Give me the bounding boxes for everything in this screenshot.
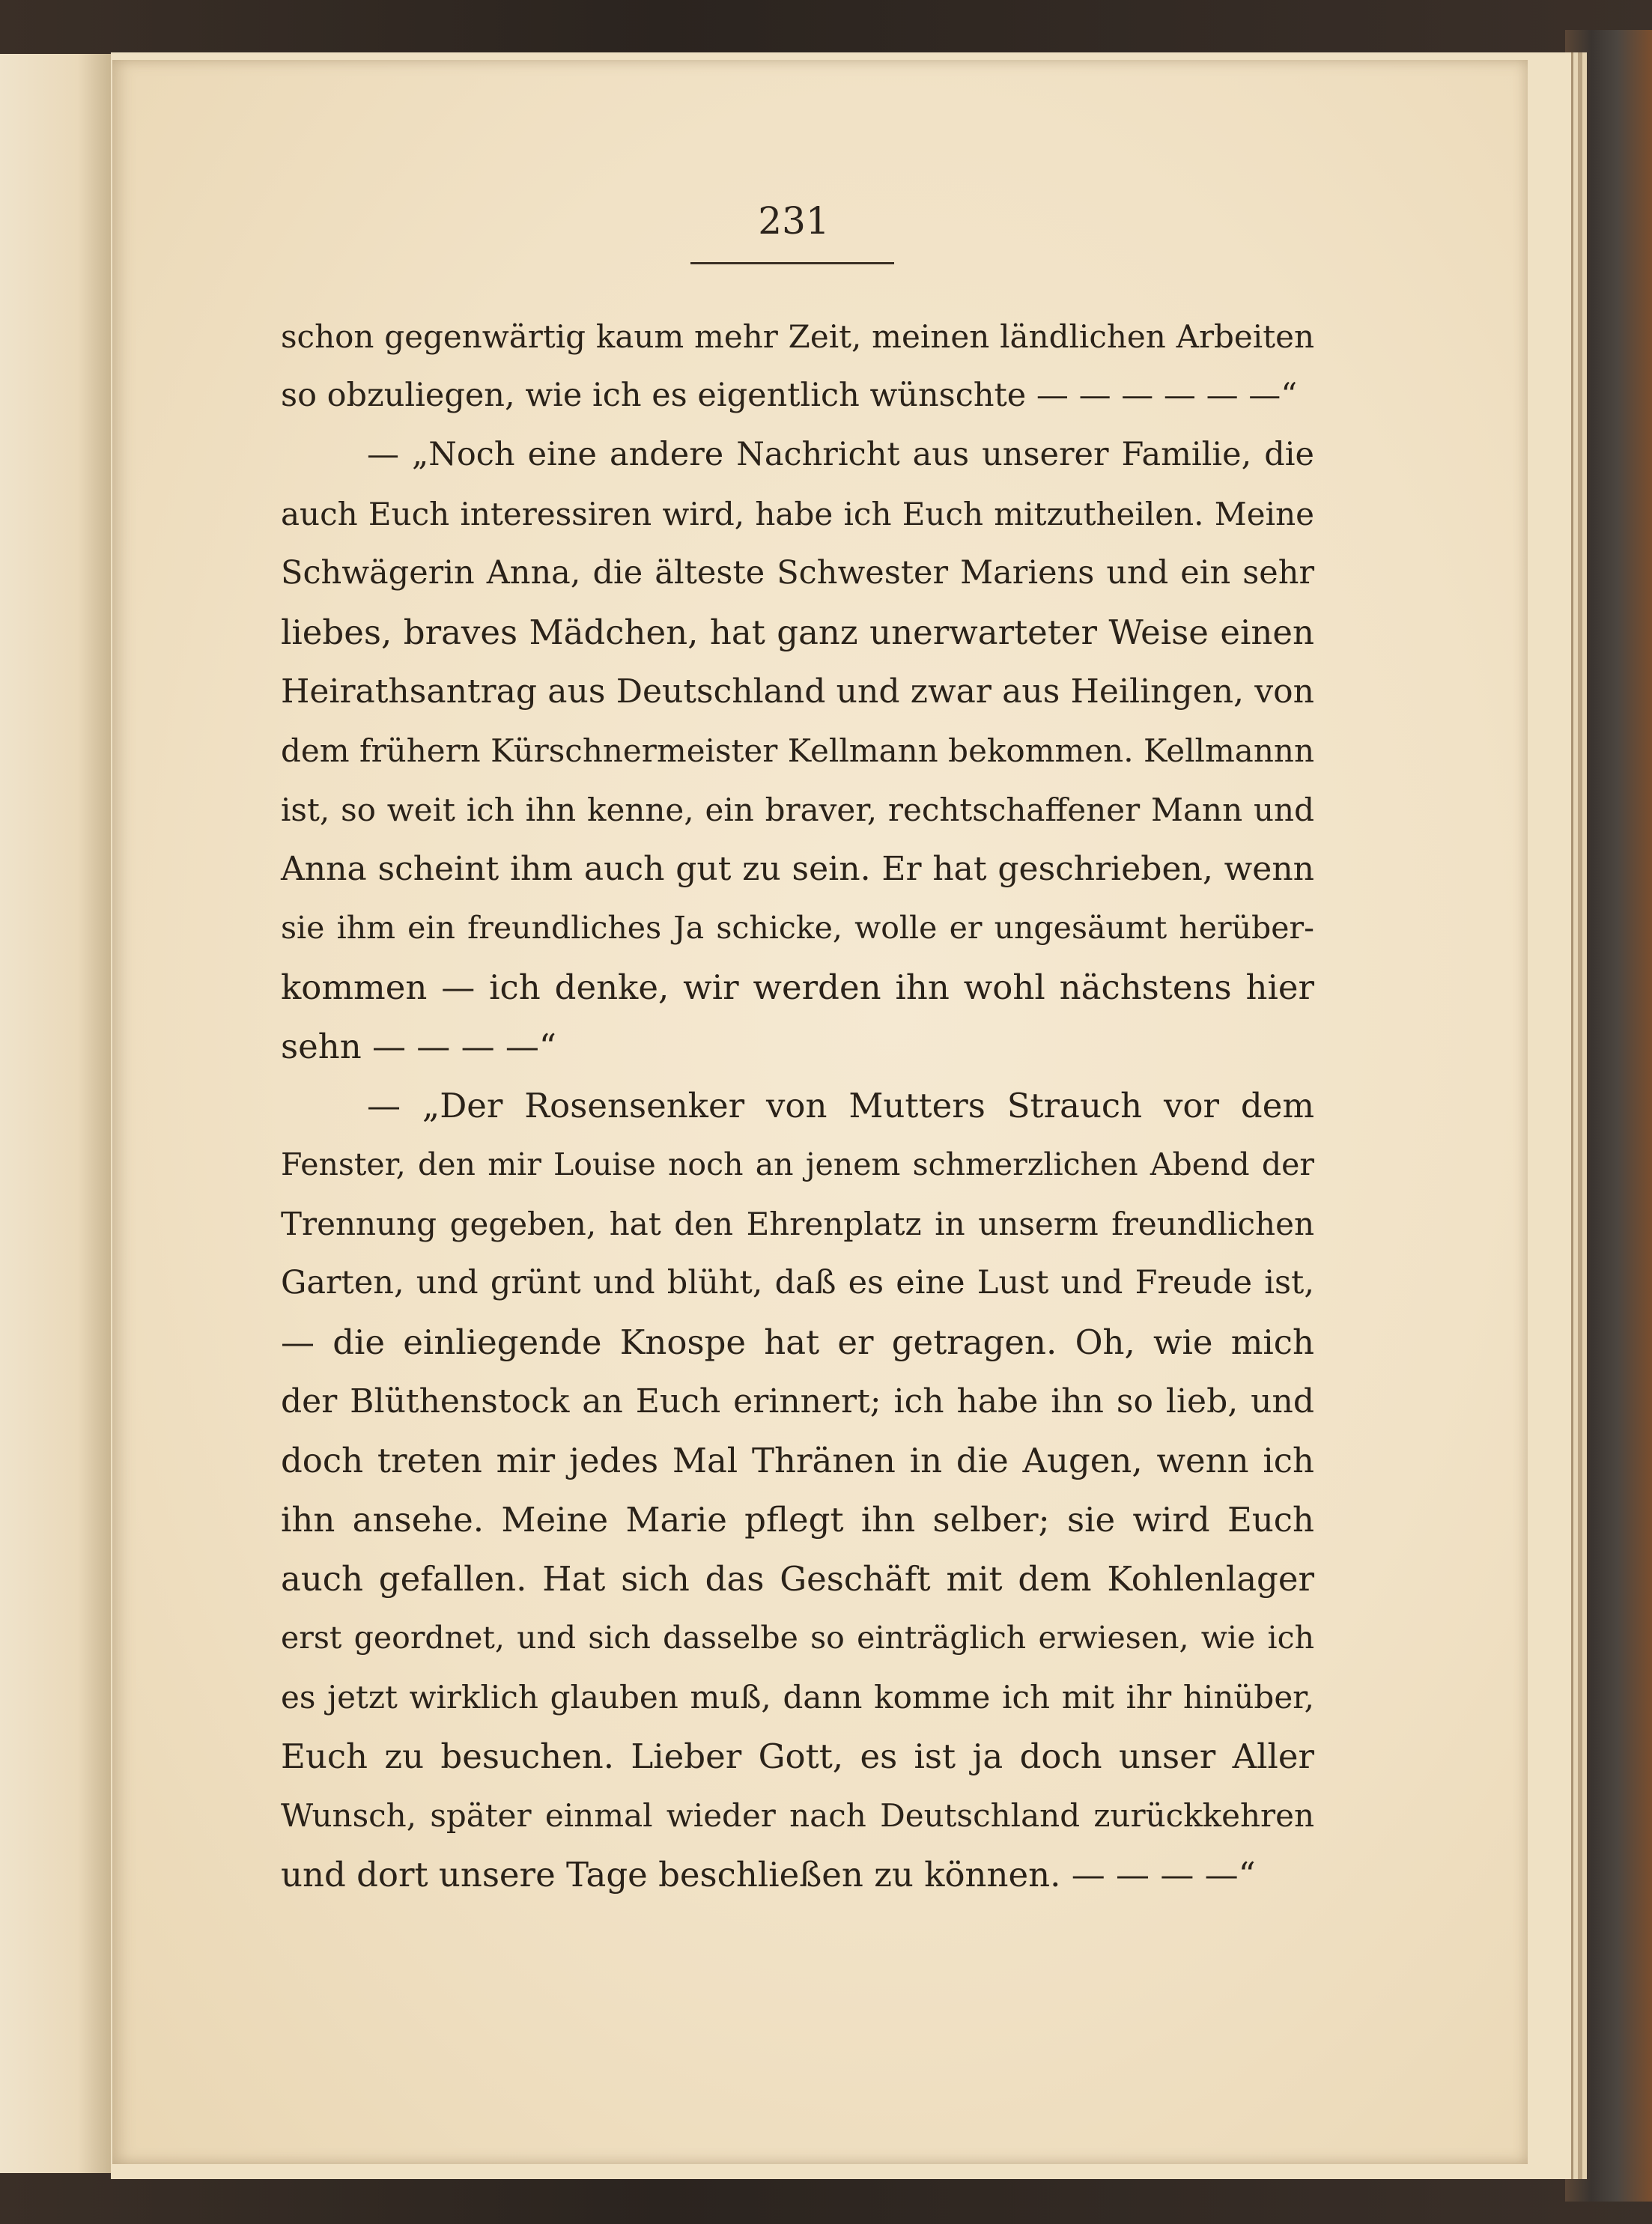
text-line: — „Der Rosensenker von Mutters Strauch vor dem	[367, 1086, 1314, 1125]
text-line: Garten, und grünt und blüht, daß es eine Lust und Freude ist,	[281, 1264, 1314, 1301]
text-line: ihn ansehe. Meine Marie pflegt ihn selber; sie wird Euch	[281, 1500, 1314, 1540]
text-line: ist, so weit ich ihn kenne, ein braver, rechtschaffener Mann und	[281, 792, 1314, 828]
text-line: erst geordnet, und sich dasselbe so einträglich erwiesen, wie ich	[281, 1620, 1314, 1656]
text-line: Euch zu besuchen. Lieber Gott, es ist ja doch unser Aller	[281, 1737, 1314, 1776]
text-line: und dort unsere Tage beschließen zu können. — — — —“	[281, 1855, 1256, 1895]
text-line: Anna scheint ihm auch gut zu sein. Er hat geschrieben, wenn	[281, 850, 1314, 888]
text-line: auch gefallen. Hat sich das Geschäft mit dem Kohlenlager	[281, 1559, 1314, 1599]
text-line: sehn — — — —“	[281, 1027, 556, 1066]
page-number-rule	[690, 262, 894, 264]
text-line: sie ihm ein freundliches Ja schicke, wolle er ungesäumt herüber-	[281, 910, 1314, 946]
text-line: Trennung gegeben, hat den Ehrenplatz in unserm freundlichen	[281, 1206, 1314, 1242]
text-line: es jetzt wirklich glauben muß, dann komme ich mit ihr hinüber,	[281, 1679, 1314, 1716]
body-text	[281, 307, 1314, 1904]
text-line: — die einliegende Knospe hat er getragen. Oh, wie mich	[281, 1322, 1314, 1362]
text-line: liebes, braves Mädchen, hat ganz unerwarteter Weise einen	[281, 613, 1314, 652]
text-line: doch treten mir jedes Mal Thränen in die Augen, wenn ich	[281, 1441, 1314, 1480]
text-line: — „Noch eine andere Nachricht aus unserer Familie, die	[367, 436, 1314, 473]
book-binding-edge	[1565, 30, 1652, 2202]
text-line: Schwägerin Anna, die älteste Schwester Mariens und ein sehr	[281, 554, 1314, 592]
text-line: auch Euch interessiren wird, habe ich Euch mitzutheilen. Meine	[281, 496, 1314, 532]
text-line: Wunsch, später einmal wieder nach Deutschland zurückkehren	[281, 1797, 1314, 1834]
facing-page	[0, 54, 113, 2173]
text-line: der Blüthenstock an Euch erinnert; ich habe ihn so lieb, und	[281, 1382, 1314, 1421]
text-line: dem frühern Kürschnermeister Kellmann bekommen. Kellmannn	[281, 732, 1314, 769]
text-line: kommen — ich denke, wir werden ihn wohl nächstens hier	[281, 967, 1314, 1007]
text-line: Fenster, den mir Louise noch an jenem schmerzlichen Abend der	[281, 1146, 1314, 1182]
page-number: 231	[758, 199, 830, 243]
text-line: schon gegenwärtig kaum mehr Zeit, meinen ländlichen Arbeiten	[281, 318, 1314, 355]
text-line: so obzuliegen, wie ich es eigentlich wünschte — — — — — —“	[281, 377, 1298, 414]
text-line: Heirathsantrag aus Deutschland und zwar aus Heilingen, von	[281, 672, 1314, 711]
